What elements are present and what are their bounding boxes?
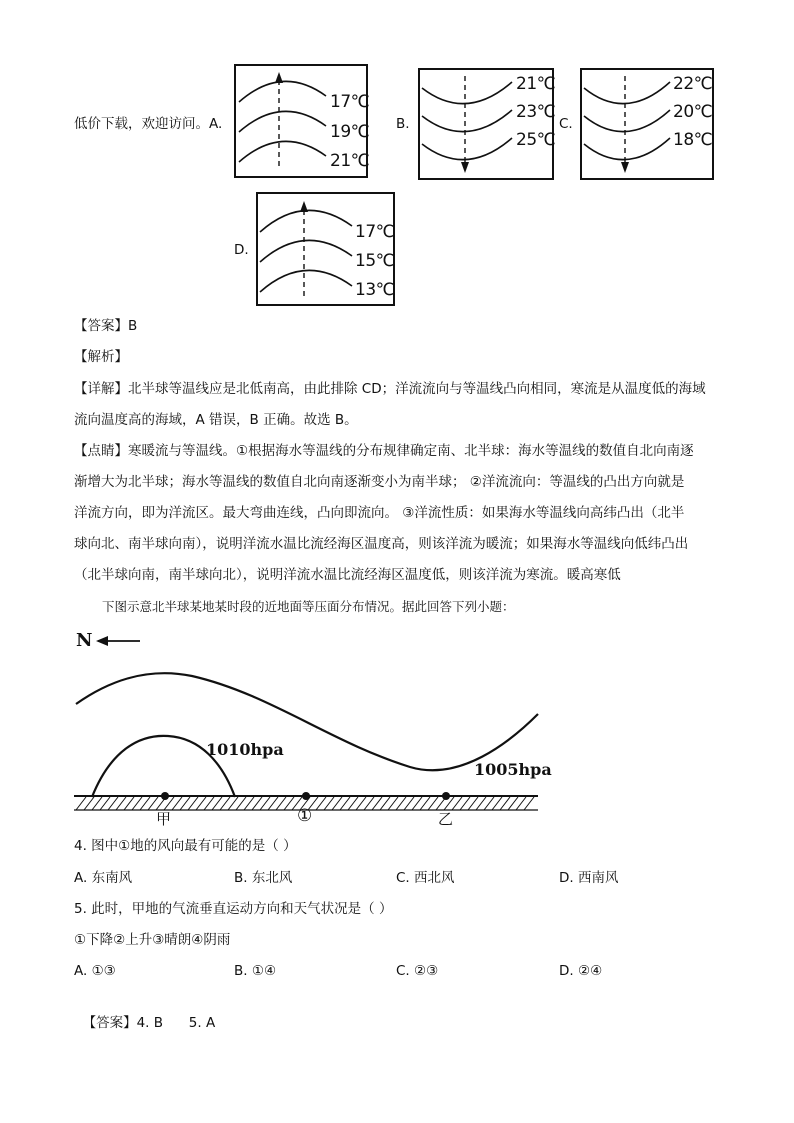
tips-line-1: 寒暖流与等温线。①根据海水等温线的分布规律确定南、北半球：海水等温线的数值自北向南逐: [128, 443, 694, 459]
temp-b-2: 23℃: [516, 102, 556, 122]
temp-b-3: 25℃: [516, 130, 556, 150]
q4-option-b[interactable]: B. 东北风: [234, 870, 293, 886]
label-yi: 乙: [438, 810, 454, 828]
q4-option-a[interactable]: A. 东南风: [74, 870, 133, 886]
detail-line-1: 北半球等温线应是北低南高，由此排除 CD；洋流流向与等温线凸向相同，寒流是从温度低的海域: [128, 381, 706, 397]
temp-c-3: 18℃: [673, 130, 713, 150]
tips-line-5: （北半球向南，南半球向北），说明洋流水温比流经海区温度低，则该洋流为寒流。暖高寒低: [74, 567, 621, 583]
temp-a-1: 17℃: [330, 92, 370, 112]
arrow-up-icon: [275, 72, 283, 83]
point-1: [302, 792, 310, 800]
answer-tag: 【答案】: [74, 318, 128, 334]
temp-a-2: 19℃: [330, 122, 370, 142]
temp-a-3: 21℃: [330, 151, 370, 171]
temp-d-3: 13℃: [355, 280, 395, 300]
label-jia: 甲: [156, 810, 172, 828]
q5-option-c[interactable]: C. ②③: [396, 963, 439, 979]
q5-items: ①下降②上升③晴朗④阴雨: [74, 932, 231, 948]
option-c-label: C.: [559, 116, 573, 132]
tips-tag: 【点睛】: [74, 443, 128, 459]
arrow-down-icon: [621, 162, 629, 173]
temp-c-1: 22℃: [673, 74, 713, 94]
arrow-left-icon: [96, 636, 108, 646]
temp-c-2: 20℃: [673, 102, 713, 122]
q4-option-c[interactable]: C. 西北风: [396, 870, 455, 886]
q5-option-a[interactable]: A. ①③: [74, 963, 116, 979]
detail-tag: 【详解】: [74, 381, 128, 397]
isotherm-box-a: [234, 64, 368, 178]
answer2-value: 4. B 5. A: [136, 1015, 216, 1031]
isotherm-box-d: [256, 192, 395, 306]
label-1010hpa: 1010hpa: [206, 740, 284, 759]
arrow-down-icon: [461, 162, 469, 173]
option-d-label: D.: [234, 242, 249, 258]
north-label: N: [76, 630, 93, 651]
label-1005hpa: 1005hpa: [474, 760, 552, 779]
answer2-tag: 【答案】: [82, 1015, 137, 1031]
label-point-1: ①: [297, 806, 313, 826]
q4-option-d[interactable]: D. 西南风: [559, 870, 619, 886]
q5-option-d[interactable]: D. ②④: [559, 963, 603, 979]
tips-paragraph: [74, 436, 724, 591]
tips-line-4: 球向北、南半球向南），说明洋流水温比流经海区温度高，则该洋流为暖流；如果海水等温线向低纬凸出: [74, 536, 689, 552]
answer-value: B: [128, 318, 138, 334]
analysis-tag: 【解析】: [74, 349, 128, 365]
answer-line-2: [74, 993, 215, 1033]
temp-b-1: 21℃: [516, 74, 556, 94]
temp-d-2: 15℃: [355, 251, 395, 271]
point-jia: [161, 792, 169, 800]
isobar-1005: [76, 673, 538, 770]
isobar-diagram: [60, 622, 560, 832]
detail-paragraph: [74, 374, 724, 436]
detail-line-2: 流向温度高的海域，A 错误，B 正确。故选 B。: [74, 412, 358, 428]
isotherm-box-b: [418, 68, 554, 180]
isotherm-box-c: [580, 68, 714, 180]
q4-stem: 4. 图中①地的风向最有可能的是（ ）: [74, 838, 297, 854]
arrow-up-icon: [300, 201, 308, 212]
diagram-intro: 下图示意北半球某地某时段的近地面等压面分布情况。据此回答下列小题：: [102, 599, 515, 614]
answer-line-1: [74, 316, 137, 336]
q5-option-b[interactable]: B. ①④: [234, 963, 277, 979]
tips-line-2: 渐增大为北半球；海水等温线的数值自北向南逐渐变小为南半球； ②洋流流向：等温线的凸出方向就是: [74, 474, 685, 490]
q5-stem: 5. 此时，甲地的气流垂直运动方向和天气状况是（ ）: [74, 901, 393, 917]
temp-d-1: 17℃: [355, 222, 395, 242]
point-yi: [442, 792, 450, 800]
option-a-prefix: 低价下载，欢迎访问。A.: [74, 116, 223, 132]
option-b-label: B.: [396, 116, 410, 132]
tips-line-3: 洋流方向，即为洋流区。最大弯曲连线，凸向即流向。 ③洋流性质：如果海水等温线向高纬凸出（北半: [74, 505, 685, 521]
